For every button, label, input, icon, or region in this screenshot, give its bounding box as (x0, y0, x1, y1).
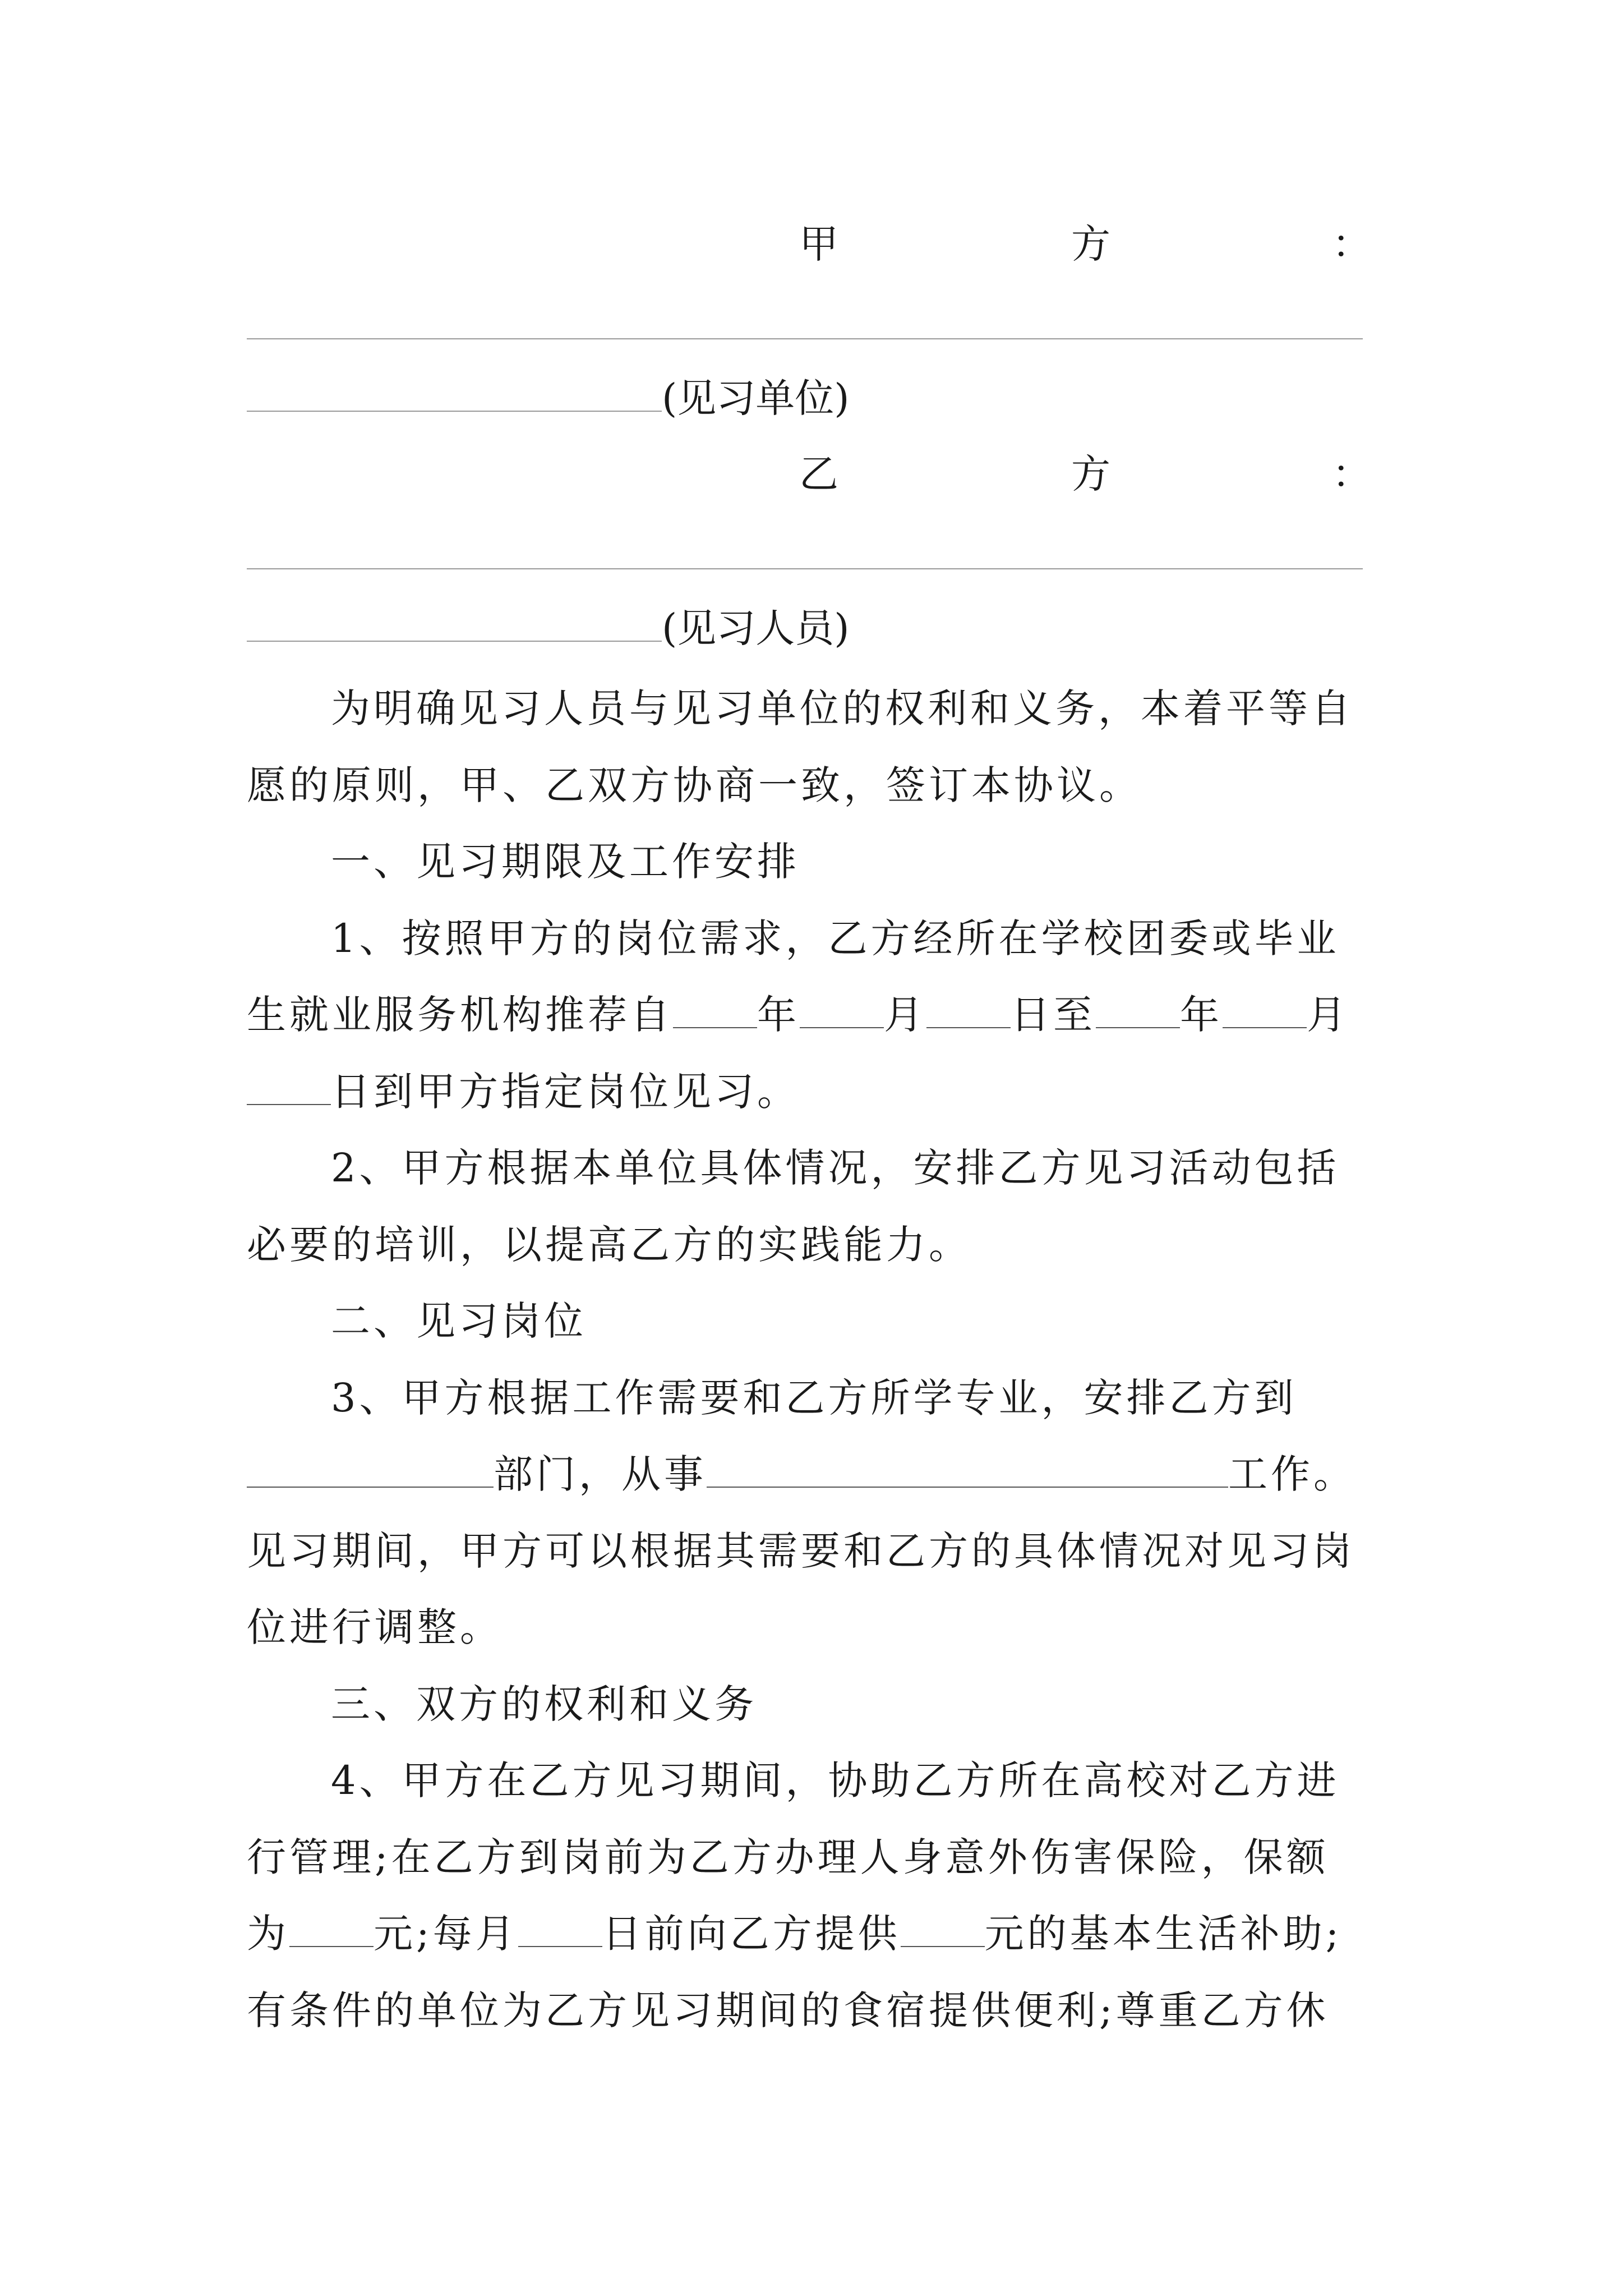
clause-4-line-4: 有条件的单位为乙方见习期间的食宿提供便利;尊重乙方休 (247, 1987, 1329, 2033)
party-b-signature-line (247, 568, 1363, 569)
clause-3-line-3: 见习期间，甲方可以根据其需要和乙方的具体情况对见习岗 (247, 1527, 1355, 1574)
insurance-amount-blank (289, 1912, 374, 1947)
party-b-char-1: 乙 (799, 451, 838, 497)
clause-1-line-2 (247, 977, 1385, 1053)
clause-1-line-3 (247, 1053, 1385, 1130)
clause-4-line-1: 4、甲方在乙方见习期间，协助乙方所在高校对乙方进 (331, 1757, 1340, 1803)
clause-1-text-d: 日至 (1011, 992, 1096, 1038)
clause-1-text-c: 月 (884, 992, 926, 1038)
end-day-blank (247, 1070, 331, 1105)
intro-line-1: 为明确见习人员与见习单位的权利和义务，本着平等自 (331, 685, 1354, 731)
section-1-title: 一、见习期限及工作安排 (331, 839, 800, 885)
party-a-blank (247, 371, 662, 412)
clause-3-line-2 (247, 1436, 1385, 1513)
clause-1-line-1: 1、按照甲方的岗位需求，乙方经所在学校团委或毕业 (331, 915, 1340, 961)
agreement-body (247, 670, 1385, 2049)
start-year-blank (673, 993, 757, 1028)
clause-3-text-a: 部门，从事 (494, 1451, 707, 1497)
party-a-colon: ： (1332, 221, 1371, 267)
clause-1-text-f: 月 (1307, 992, 1349, 1038)
party-a-label-row (247, 370, 850, 426)
section-3-title: 三、双方的权利和义务 (331, 1681, 757, 1727)
party-b-char-2: 方 (1071, 451, 1110, 497)
party-a-row (247, 216, 1385, 272)
party-b-label: (见习人员) (662, 605, 850, 651)
clause-1-text-b: 年 (757, 992, 800, 1038)
end-year-blank (1096, 993, 1180, 1028)
party-b-label-row (247, 600, 850, 656)
party-b-row (247, 446, 1385, 502)
department-blank (247, 1453, 494, 1488)
section-2-title: 二、见习岗位 (331, 1298, 587, 1344)
end-month-blank (1223, 993, 1307, 1028)
clause-4-text-c: 日前向乙方提供 (602, 1911, 901, 1957)
clause-4-text-a: 为 (247, 1911, 289, 1957)
clause-1-text-e: 年 (1180, 992, 1223, 1038)
start-month-blank (800, 993, 884, 1028)
party-a-char-2: 方 (1071, 221, 1110, 267)
clause-1-text-g: 日到甲方指定岗位见习。 (331, 1068, 800, 1115)
subsidy-amount-blank (901, 1912, 985, 1947)
party-a-label: (见习单位) (662, 375, 850, 421)
work-blank (707, 1453, 1228, 1488)
clause-4-line-2: 行管理;在乙方到岗前为乙方办理人身意外伤害保险，保额 (247, 1834, 1329, 1880)
clause-2-line-2: 必要的培训，以提高乙方的实践能力。 (247, 1221, 971, 1268)
payment-day-blank (518, 1912, 602, 1947)
clause-2-line-1: 2、甲方根据本单位具体情况，安排乙方见习活动包括 (331, 1145, 1340, 1191)
clause-4-text-b: 元;每月 (374, 1911, 518, 1957)
clause-1-text-a: 生就业服务机构推荐自 (247, 992, 673, 1038)
clause-4-line-3 (247, 1895, 1385, 1972)
start-day-blank (926, 993, 1011, 1028)
clause-4-text-d: 元的基本生活补助; (984, 1911, 1343, 1957)
clause-3-text-b: 工作。 (1228, 1451, 1356, 1497)
clause-3-line-1: 3、甲方根据工作需要和乙方所学专业，安排乙方到 (331, 1374, 1297, 1421)
intro-line-2: 愿的原则，甲、乙双方协商一致，签订本协议。 (247, 762, 1142, 808)
party-b-blank (247, 601, 662, 642)
clause-3-line-4: 位进行调整。 (247, 1604, 502, 1650)
party-a-signature-line (247, 338, 1363, 339)
party-a-char-1: 甲 (799, 221, 838, 267)
party-b-colon: ： (1332, 451, 1371, 497)
